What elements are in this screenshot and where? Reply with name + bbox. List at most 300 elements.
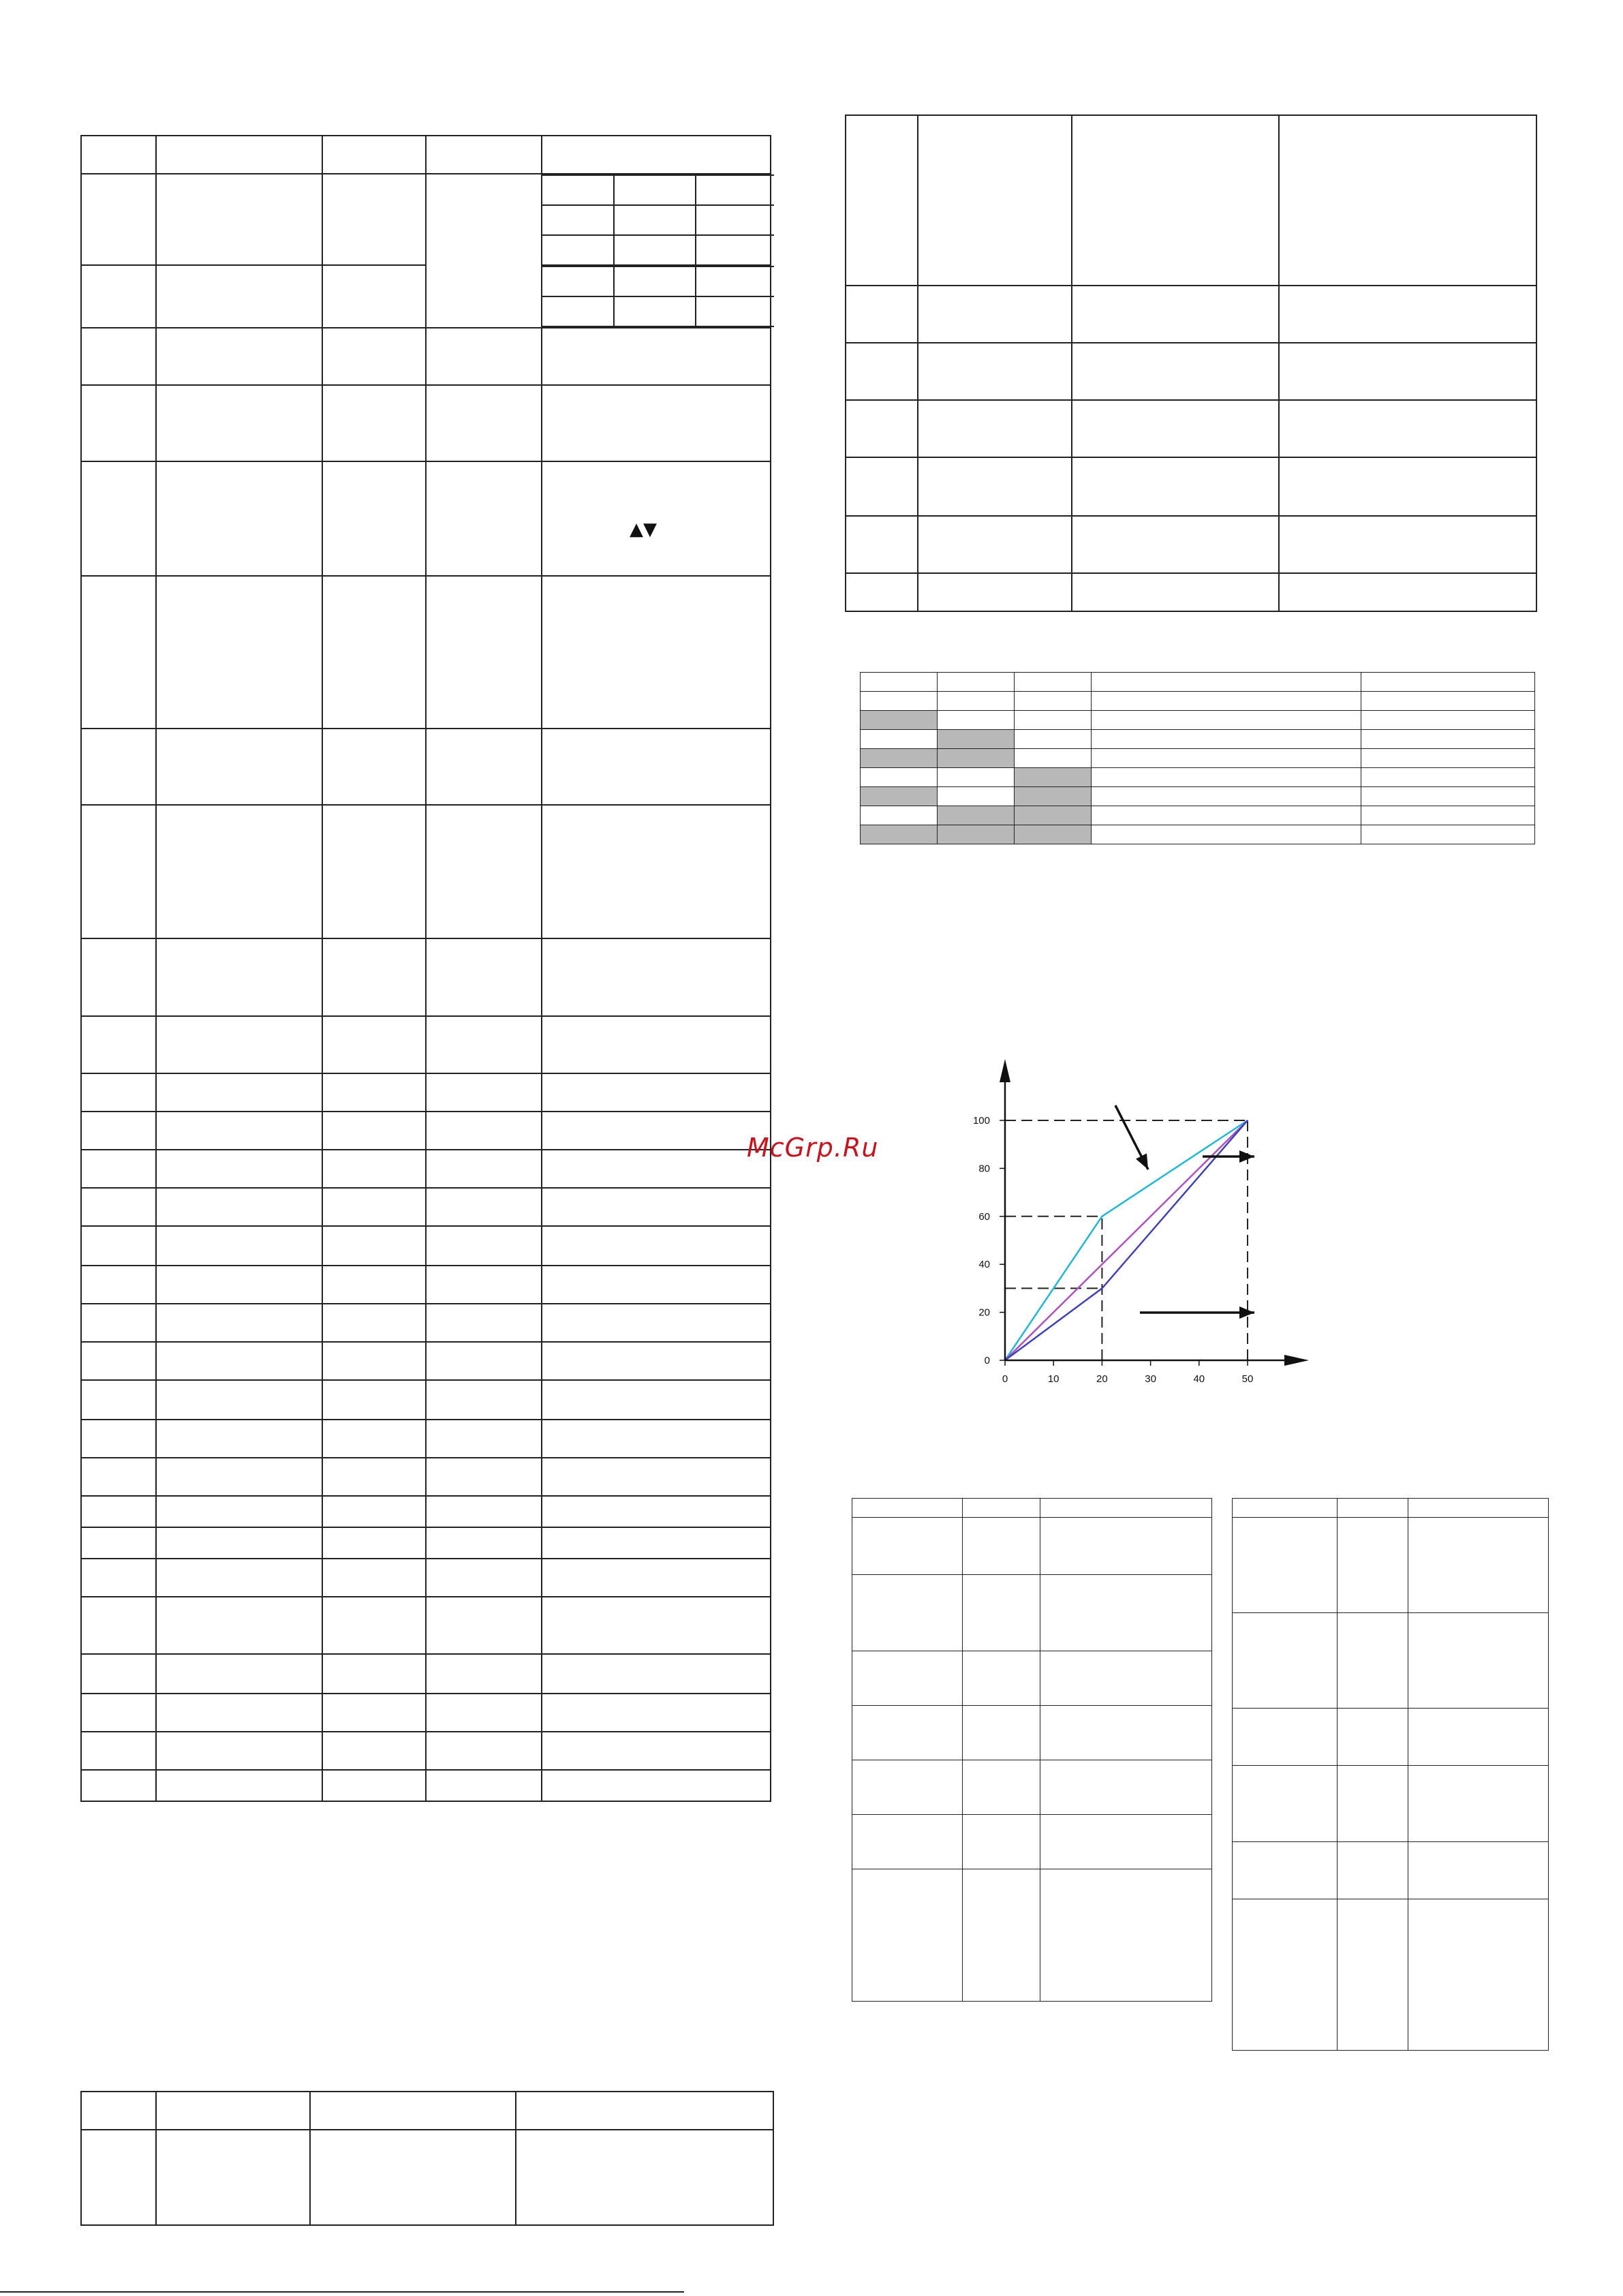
bottom-left-small-table [852,1498,1212,2002]
table-cell [918,573,1072,611]
table-cell [426,1016,542,1073]
shaded-cell [1015,787,1092,806]
table-cell [542,461,771,576]
table-cell [1040,1706,1212,1760]
table-row [861,730,1535,749]
table-cell [426,1188,542,1226]
table-cell [426,1150,542,1188]
table-cell [81,729,156,805]
table-cell [846,115,918,286]
table-row [861,673,1535,692]
table-cell [1015,749,1092,768]
table-row [861,711,1535,730]
table-cell [938,768,1015,787]
table-cell [1040,1760,1212,1815]
table-cell [918,457,1072,516]
table-cell [81,174,156,265]
table-cell [1015,711,1092,730]
table-cell [696,205,774,235]
table-cell [1279,573,1536,611]
switch-setting-table [860,672,1535,844]
table-cell [861,806,938,825]
table-cell [81,136,156,174]
table-cell [1338,1899,1408,2051]
table-cell [1361,673,1535,692]
x-tick-label: 0 [1002,1373,1008,1385]
table-row [81,1732,771,1770]
bottom-right-small-table [1232,1498,1549,2051]
table-cell [322,1559,426,1597]
table-cell [426,1380,542,1420]
table-cell [614,205,696,235]
table-cell [614,235,696,266]
table-cell [81,1559,156,1597]
table-cell [1092,787,1361,806]
x-axis-arrow-icon [1284,1355,1309,1366]
table-cell [322,1266,426,1304]
table-cell [156,1496,322,1527]
table-cell [861,730,938,749]
table-row [81,1694,771,1732]
table-row [81,1342,771,1380]
table-cell [542,729,771,805]
table-cell [1233,1518,1338,1613]
table-row [846,115,1536,286]
table-row [846,516,1536,573]
table-cell [156,729,322,805]
table-cell [81,1226,156,1266]
table-cell [696,175,774,205]
table-cell [156,1342,322,1380]
table-row [81,1420,771,1458]
table-cell [156,1226,322,1266]
table-cell [81,2092,156,2130]
table-cell [852,1499,963,1518]
table-cell [1279,115,1536,286]
table-cell [322,1420,426,1458]
table-cell [542,1380,771,1420]
table-cell [542,1732,771,1770]
table-row [861,806,1535,825]
table-cell [1279,516,1536,573]
table-cell [426,1732,542,1770]
table-cell [426,1304,542,1342]
table-cell [81,1304,156,1342]
table-cell [156,1559,322,1597]
table-cell [322,1016,426,1073]
table-cell [1040,1518,1212,1575]
table-cell [426,1226,542,1266]
table-cell [81,1150,156,1188]
table-row [81,1770,771,1801]
watermark-text: McGrp.Ru [747,1133,879,1163]
table-cell [426,265,542,328]
table-cell [846,343,918,400]
x-tick-label: 20 [1096,1373,1108,1385]
table-cell [81,385,156,461]
table-cell [918,516,1072,573]
table-cell [426,1496,542,1527]
table-cell [426,1112,542,1150]
table-cell [1072,516,1279,573]
table-cell [156,1380,322,1420]
table-cell [156,328,322,385]
y-tick-label: 60 [978,1210,990,1223]
footer-rule [0,2291,684,2293]
table-cell [426,1597,542,1654]
table-cell [322,1654,426,1694]
table-cell [963,1815,1040,1869]
shaded-cell [938,730,1015,749]
table-cell [852,1518,963,1575]
table-cell [852,1760,963,1815]
table-cell [1361,730,1535,749]
table-cell [542,1342,771,1380]
table-cell [81,461,156,576]
table-cell [846,573,918,611]
table-cell [1279,457,1536,516]
table-cell [322,1694,426,1732]
table-cell [1361,692,1535,711]
table-cell [322,1304,426,1342]
table-cell [156,576,322,729]
table-cell [322,576,426,729]
table-cell [426,385,542,461]
table-row [81,729,771,805]
table-cell [696,235,774,266]
table-cell [1361,825,1535,844]
table-cell [1092,730,1361,749]
table-cell [426,576,542,729]
table-row [81,461,771,576]
table-cell [1408,1499,1549,1518]
table-cell [696,296,774,326]
table-cell [542,1420,771,1458]
table-cell [156,1527,322,1559]
table-cell [156,1458,322,1496]
table-row [81,1559,771,1597]
table-row [846,573,1536,611]
table-cell [542,938,771,1016]
table-cell [542,266,614,296]
table-cell [1408,1518,1549,1613]
table-cell [1015,673,1092,692]
table-cell [918,343,1072,400]
table-cell [426,1694,542,1732]
table-row [852,1575,1212,1651]
table-cell [918,286,1072,343]
table-cell [861,673,938,692]
table-cell [852,1815,963,1869]
table-cell [426,1770,542,1801]
y-tick-label: 20 [978,1306,990,1319]
table-cell [852,1869,963,2002]
table-cell [426,328,542,385]
table-cell [542,1266,771,1304]
table-row [1233,1842,1549,1899]
table-cell [938,692,1015,711]
table-cell [1015,730,1092,749]
table-cell [1408,1613,1549,1709]
table-cell [156,265,322,328]
table-cell [322,328,426,385]
table-row [81,1226,771,1266]
shaded-cell [938,806,1015,825]
table-cell [852,1575,963,1651]
table-row [81,938,771,1016]
table-row [81,1266,771,1304]
table-cell [918,400,1072,457]
x-tick-label: 50 [1241,1373,1254,1385]
table-cell [156,1304,322,1342]
table-cell [156,1073,322,1112]
table-cell [846,400,918,457]
table-row [81,2130,773,2225]
table-row [81,174,771,265]
table-cell [322,1342,426,1380]
table-row [81,1654,771,1694]
table-cell [1338,1499,1408,1518]
table-row [846,457,1536,516]
shaded-cell [861,825,938,844]
table-cell [1040,1651,1212,1706]
table-cell [322,1073,426,1112]
table-cell [426,1266,542,1304]
table-cell [1092,673,1361,692]
table-cell [542,1496,771,1527]
table-cell [310,2092,516,2130]
table-cell [426,1342,542,1380]
table-cell [542,136,771,174]
main-spec-table [80,135,771,1802]
table-cell [1092,825,1361,844]
table-cell [542,576,771,729]
table-row [81,1597,771,1654]
table-cell [852,1651,963,1706]
table-cell [1233,1766,1338,1842]
table-cell [542,1188,771,1226]
table-row [81,1016,771,1073]
table-cell [918,115,1072,286]
table-cell [322,1188,426,1226]
table-cell [156,1266,322,1304]
table-row [852,1869,1212,2002]
table-cell [156,805,322,938]
table-cell [426,1458,542,1496]
table-cell [426,729,542,805]
table-cell [963,1869,1040,2002]
table-cell [1361,711,1535,730]
table-cell [322,1527,426,1559]
table-cell [81,328,156,385]
shaded-cell [861,711,938,730]
table-cell [322,1770,426,1801]
table-cell [156,1188,322,1226]
table-cell [81,1770,156,1801]
table-cell [310,2130,516,2225]
shaded-cell [861,749,938,768]
table-cell [322,174,426,265]
table-row [81,1150,771,1188]
table-cell [1015,692,1092,711]
table-cell [1279,343,1536,400]
table-cell [156,2130,310,2225]
shaded-cell [1015,768,1092,787]
table-row [852,1760,1212,1815]
table-cell [1361,749,1535,768]
table-cell [156,136,322,174]
table-cell [156,1420,322,1458]
table-cell [542,1654,771,1694]
table-cell [1408,1842,1549,1899]
table-cell [1361,768,1535,787]
table-cell [542,296,614,326]
table-cell [861,768,938,787]
table-cell [1233,1709,1338,1766]
table-cell [156,1112,322,1150]
y-axis-arrow-icon [1000,1059,1010,1082]
table-cell [846,516,918,573]
table-cell [156,1694,322,1732]
table-cell [81,1342,156,1380]
table-cell [1072,573,1279,611]
table-cell [542,174,771,265]
table-cell [963,1760,1040,1815]
table-cell [1233,1842,1338,1899]
table-cell [1092,749,1361,768]
table-cell [156,174,322,265]
table-cell [322,1496,426,1527]
shaded-cell [938,825,1015,844]
table-cell [1092,806,1361,825]
table-cell [322,729,426,805]
table-cell [963,1706,1040,1760]
table-cell [542,1304,771,1342]
table-cell [1092,692,1361,711]
table-cell [156,938,322,1016]
table-cell [1279,400,1536,457]
table-cell [322,1226,426,1266]
table-row [846,343,1536,400]
table-cell [322,1458,426,1496]
table-cell [614,266,696,296]
table-cell [1361,806,1535,825]
table-row [1233,1518,1549,1613]
table-cell [1040,1575,1212,1651]
y-tick-label: 0 [984,1355,990,1366]
sub-grid [542,174,770,327]
table-cell [426,174,542,265]
table-cell [542,1112,771,1150]
table-row [1233,1766,1549,1842]
table-cell [963,1499,1040,1518]
characteristic-chart [940,1050,1322,1404]
y-tick-label: 100 [972,1115,990,1127]
table-cell [81,1380,156,1420]
table-cell [81,1527,156,1559]
table-cell [1408,1766,1549,1842]
table-cell [963,1518,1040,1575]
table-cell [542,805,771,938]
table-row [1233,1613,1549,1709]
y-tick-label: 80 [978,1163,990,1175]
table-cell [542,1770,771,1801]
table-cell [1233,1613,1338,1709]
table-row [861,768,1535,787]
table-cell [426,1559,542,1597]
table-cell [542,175,614,205]
table-row [81,1073,771,1112]
table-cell [963,1575,1040,1651]
table-cell [1092,711,1361,730]
table-cell [542,1527,771,1559]
table-row [1233,1709,1549,1766]
table-cell [81,265,156,328]
table-row [852,1518,1212,1575]
table-cell [322,1112,426,1150]
table-cell [81,1496,156,1527]
table-row [846,286,1536,343]
table-cell [322,1380,426,1420]
shaded-cell [1015,825,1092,844]
table-row [81,576,771,729]
table-cell [322,136,426,174]
table-cell [1338,1766,1408,1842]
table-cell [1072,115,1279,286]
table-cell [1040,1869,1212,2002]
table-cell [542,1694,771,1732]
table-cell [846,286,918,343]
table-cell [81,1112,156,1150]
table-row [81,1380,771,1420]
shaded-cell [861,787,938,806]
table-cell [81,2130,156,2225]
table-cell [81,938,156,1016]
table-cell [81,1654,156,1694]
table-row [81,805,771,938]
table-cell [542,1597,771,1654]
table-cell [322,385,426,461]
table-cell [81,1016,156,1073]
table-cell [542,205,614,235]
table-row [81,2092,773,2130]
table-row [852,1815,1212,1869]
table-cell [542,1073,771,1112]
table-cell [542,328,771,385]
table-cell [1361,787,1535,806]
y-tick-label: 40 [978,1259,990,1271]
table-cell [963,1651,1040,1706]
table-cell [156,1150,322,1188]
bottom-table [80,2091,774,2226]
table-cell [426,1420,542,1458]
table-cell [81,1458,156,1496]
table-cell [81,1420,156,1458]
table-cell [938,787,1015,806]
table-cell [1233,1899,1338,2051]
table-row [861,825,1535,844]
table-cell [426,938,542,1016]
table-row [81,1188,771,1226]
table-cell [614,175,696,205]
table-cell [1408,1709,1549,1766]
table-cell [156,385,322,461]
table-cell [322,1597,426,1654]
table-cell [81,805,156,938]
table-row [81,1527,771,1559]
table-row [861,787,1535,806]
shaded-cell [1015,806,1092,825]
